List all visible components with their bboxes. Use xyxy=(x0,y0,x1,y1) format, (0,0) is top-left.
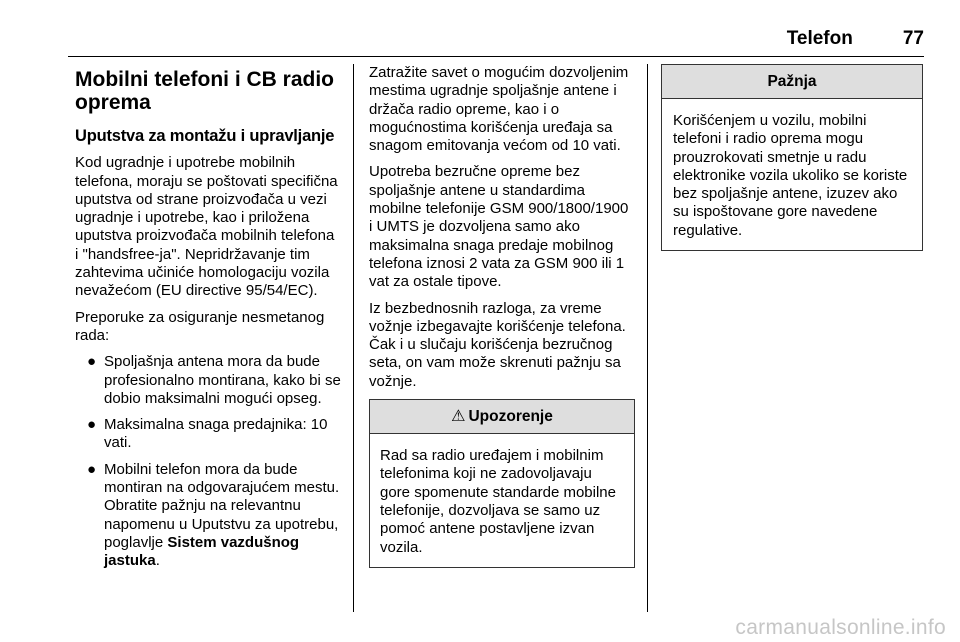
list-item-text-end: . xyxy=(155,552,160,570)
paragraph: Zatražite savet o mogućim dozvoljenim mestima ugradnje spoljašnje antene i držača radio opreme, kao i o mogućnostima korišćenja uređaja sa snagom emitovanja većom od 10 vati. xyxy=(369,64,629,155)
header-divider xyxy=(68,56,924,57)
column-2 xyxy=(369,64,635,568)
warning-text: Rad sa radio uređajem i mobilnim telefonima koji ne zadovoljavaju gore spomenute standarde mobilne telefonije, dozvoljava se samo uz pomoć antene postavljene izvan vozila. xyxy=(380,447,616,556)
warning-title: Upozorenje xyxy=(468,408,553,426)
subsection-title: Uputstva za montažu i upravljanje xyxy=(75,127,335,145)
note-text: Korišćenjem u vozilu, mobilni telefoni i radio oprema mogu prouzrokovati smetnje u radu elektronike vozila ukoliko se koriste bez spoljašnje antene, izuzev ako su ispoštovane gore navedene regulative. xyxy=(673,112,908,239)
bullet-icon: ● xyxy=(87,460,97,478)
list-item-text: Spoljašnja antena mora da bude profesionalno montirana, kako bi se dobio maksimalni mogući opseg. xyxy=(104,353,341,407)
warning-box xyxy=(369,399,635,568)
warning-triangle-icon: ⚠ xyxy=(451,408,466,426)
list-item-text: Mobilni telefon mora da bude montiran na odgovarajućem mestu. Obratite pažnju na relevantnu napomenu u Uputstvu za upotrebu, poglavlje xyxy=(104,460,340,551)
page-title: Telefon xyxy=(786,28,853,49)
list-item xyxy=(75,416,341,453)
column-3 xyxy=(661,64,923,251)
column-1 xyxy=(75,64,341,579)
list-item xyxy=(75,461,341,571)
column-divider-2 xyxy=(647,64,648,612)
column-divider-1 xyxy=(353,64,354,612)
paragraph: Upotreba bezručne opreme bez spoljašnje antene u standardima mobilne telefonije GSM 900/1800/1900 i UMTS je dozvoljena samo ako maksimalna snaga predaje mobilnog telefona iznosi 2 vata za GSM 900 ili 1 vat za ostale tipove. xyxy=(369,163,629,291)
page-number: 77 xyxy=(902,28,924,49)
list-item-text: Maksimalna snaga predajnika: 10 vati. xyxy=(104,416,328,452)
note-title: Pažnja xyxy=(662,65,922,99)
page-header xyxy=(0,28,924,54)
bullet-icon: ● xyxy=(87,416,97,434)
paragraph: Preporuke za osiguranje nesmetanog rada: xyxy=(75,308,325,344)
paragraph: Kod ugradnje i upotrebe mobilnih telefona, moraju se poštovati specifična uputstva od strane proizvođača u vezi ugradnje i upotrebe, kao i priložena uputstva proizvođača mobilnih telefona i "handsfree-ja". Nepridržavanje tim zahtevima učiniće homologaciju vozila nevažećom (EU directive 95/54/EC). xyxy=(75,154,338,300)
list-item xyxy=(75,353,341,408)
bullet-icon: ● xyxy=(87,353,97,371)
chapter-reference-link[interactable]: Sistem vazdušnog jastuka xyxy=(104,533,300,570)
bullet-list xyxy=(75,353,341,570)
watermark: carmanualsonline.info xyxy=(735,616,946,639)
section-title: Mobilni telefoni i CB radio oprema xyxy=(75,68,334,114)
paragraph: Iz bezbednosnih razloga, za vreme vožnje izbegavajte korišćenje telefona. Čak i u slučaju korišćenja bezručnog seta, on vam može skrenuti pažnju sa vožnje. xyxy=(369,299,626,390)
warning-header xyxy=(370,400,634,434)
note-box xyxy=(661,64,923,251)
